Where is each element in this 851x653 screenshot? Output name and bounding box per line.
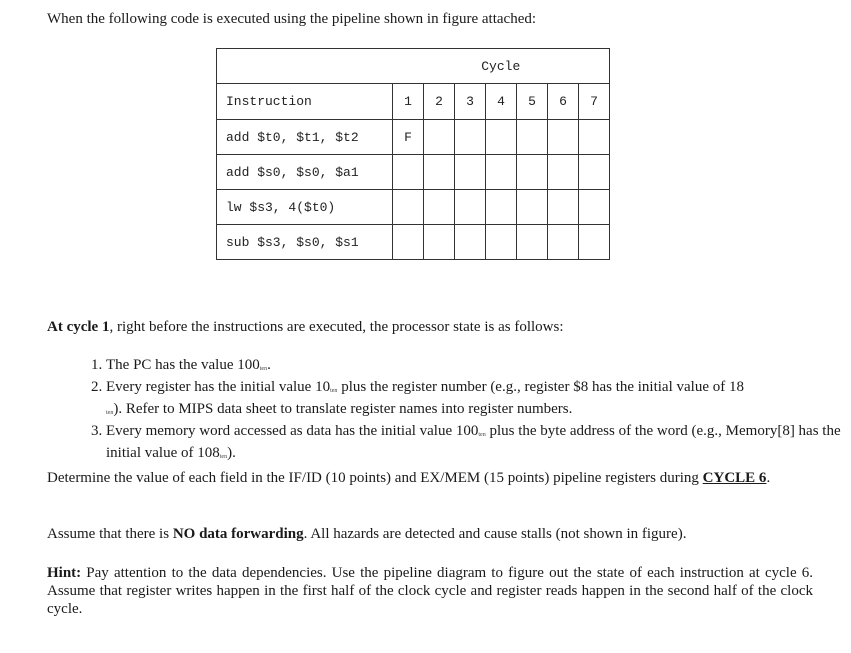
condition-text: plus the byte address of the word (e.g., Memory[8] has the initial value of 108: [106, 423, 841, 461]
condition-text: The PC has the value 100: [106, 357, 260, 373]
hint-paragraph: [47, 564, 813, 618]
stage-cell: [393, 225, 424, 260]
stage-cell: [517, 190, 548, 225]
state-bold: At cycle 1: [47, 319, 110, 335]
state-text: , right before the instructions are executed, the processor state is as follows:: [109, 319, 564, 335]
cycle-6-label: CYCLE 6: [702, 470, 767, 486]
cycle-header-row: [217, 49, 610, 84]
stage-cell: [579, 225, 610, 260]
intro-text: When the following code is executed using the pipeline shown in figure attached:: [47, 11, 537, 27]
stage-cell: [486, 155, 517, 190]
stage-cell: [548, 120, 579, 155]
stage-cell: [424, 190, 455, 225]
assume-paragraph: [47, 525, 817, 543]
instruction-cell: add $s0, $s0, $a1: [217, 155, 393, 190]
hint-label: Hint:: [47, 565, 82, 581]
stage-cell: [517, 155, 548, 190]
determine-text: Determine the value of each field in the IF/ID (10 points) and EX/MEM (15 points) pipeline registers during: [47, 470, 703, 486]
stage-cell: [455, 120, 486, 155]
condition-text: plus the register number (e.g., register $8 has the initial value of 18: [337, 379, 744, 395]
condition-item: [106, 378, 846, 422]
condition-item: [106, 422, 846, 466]
condition-text: Every register has the initial value 10: [106, 379, 331, 395]
cycle-header: Cycle: [393, 49, 610, 84]
condition-text: Every memory word accessed as data has the initial value 100: [106, 423, 479, 439]
determine-end: .: [766, 470, 771, 486]
blank-corner-cell: [217, 49, 393, 84]
instruction-cell: add $t0, $t1, $t2: [217, 120, 393, 155]
instruction-cell: sub $s3, $s0, $s1: [217, 225, 393, 260]
subscript: ten: [219, 454, 228, 460]
stage-cell: [517, 120, 548, 155]
hint-text: Pay attention to the data dependencies. Use the pipeline diagram to figure out the state of each instruction at cycle 6. Assume that register writes happen in the first half of the clock cycle and register reads happen in the second half of the clock cycle.: [47, 565, 813, 617]
subscript: ten: [478, 432, 486, 438]
subscript: ten: [259, 366, 268, 372]
instruction-cell: lw $s3, 4($t0): [217, 190, 393, 225]
condition-text: .: [267, 357, 271, 373]
determine-paragraph: [47, 469, 817, 487]
stage-cell: [424, 155, 455, 190]
stage-cell: [455, 155, 486, 190]
condition-text: ). Refer to MIPS data sheet to translate register names into register numbers.: [113, 401, 573, 417]
assume-text: Assume that there is: [47, 526, 173, 542]
cycle-number: 7: [579, 84, 610, 120]
cycle-number: 5: [517, 84, 548, 120]
subscript: ten: [330, 388, 338, 394]
stage-cell: F: [393, 120, 424, 155]
cycle-number: 4: [486, 84, 517, 120]
stage-cell: [548, 155, 579, 190]
instruction-row: [217, 155, 610, 190]
stage-cell: [393, 190, 424, 225]
instruction-row: [217, 120, 610, 155]
stage-cell: [517, 225, 548, 260]
stage-cell: [455, 225, 486, 260]
stage-cell: [548, 190, 579, 225]
cycle-number-row: [217, 84, 610, 120]
cycle-number: 3: [455, 84, 486, 120]
cycle-number: 6: [548, 84, 579, 120]
condition-text: ).: [227, 445, 236, 461]
stage-cell: [424, 225, 455, 260]
stage-cell: [486, 190, 517, 225]
assume-bold: NO data forwarding: [172, 526, 304, 542]
stage-cell: [424, 120, 455, 155]
conditions-list: [74, 356, 846, 466]
pipeline-table: [216, 48, 610, 260]
stage-cell: [486, 120, 517, 155]
stage-cell: [393, 155, 424, 190]
stage-cell: [455, 190, 486, 225]
state-paragraph: [47, 318, 817, 336]
instruction-row: [217, 225, 610, 260]
cycle-number: 2: [424, 84, 455, 120]
instruction-header: Instruction: [217, 84, 393, 120]
stage-cell: [486, 225, 517, 260]
condition-item: [106, 356, 846, 378]
subscript: ten: [106, 410, 114, 416]
stage-cell: [579, 190, 610, 225]
assume-text-end: . All hazards are detected and cause stalls (not shown in figure).: [303, 526, 687, 542]
stage-cell: [579, 120, 610, 155]
cycle-number: 1: [393, 84, 424, 120]
stage-cell: [548, 225, 579, 260]
instruction-row: [217, 190, 610, 225]
stage-cell: [579, 155, 610, 190]
